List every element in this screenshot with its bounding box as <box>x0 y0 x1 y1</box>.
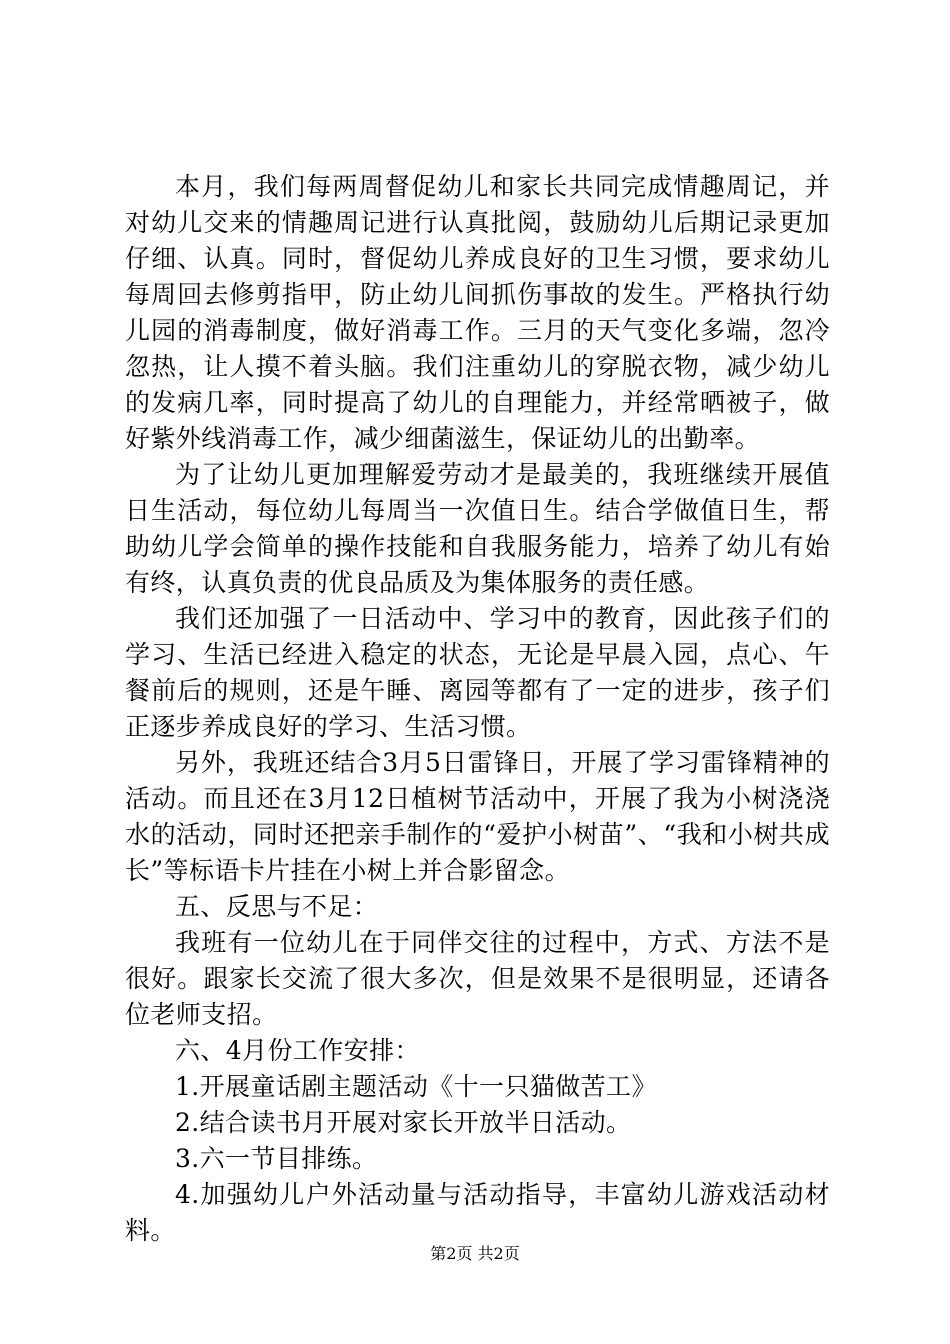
page-footer: 第2页 共2页 <box>430 1244 520 1263</box>
section-heading-reflection: 五、反思与不足： <box>175 892 379 921</box>
plan-item-1: 1.开展童话剧主题活动《十一只猫做苦工》 <box>175 1072 657 1101</box>
plan-item-4: 4.加强幼儿户外活动量与活动指导，丰富幼儿游戏活动材料。 <box>125 1180 830 1245</box>
paragraph-leifeng-arbor-day: 另外，我班还结合3月5日雷锋日，开展了学习雷锋精神的活动。而且还在3月12日植树节活动中，开展了我为小树浇浇水的活动，同时还把亲手制作的“爱护小树苗”、“我和小树共成长”等标语卡片挂在小树上并合影留念。 <box>125 748 830 885</box>
plan-item-3: 3.六一节目排练。 <box>175 1144 378 1173</box>
paragraph-daily-education: 我们还加强了一日活动中、学习中的教育，因此孩子们的学习、生活已经进入稳定的状态，无论是早晨入园，点心、午餐前后的规则，还是午睡、离园等都有了一定的进步，孩子们正逐步养成良好的学习、生活习惯。 <box>125 604 830 741</box>
section-heading-april-plan: 六、4月份工作安排： <box>175 1036 420 1065</box>
paragraph-hygiene: 本月，我们每两周督促幼儿和家长共同完成情趣周记，并对幼儿交来的情趣周记进行认真批阅，鼓励幼儿后期记录更加仔细、认真。同时，督促幼儿养成良好的卫生习惯，要求幼儿每周回去修剪指甲，防止幼儿间抓伤事故的发生。严格执行幼儿园的消毒制度，做好消毒工作。三月的天气变化多端，忽冷忽热，让人摸不着头脑。我们注重幼儿的穿脱衣物，减少幼儿的发病几率，同时提高了幼儿的自理能力，并经常晒被子，做好紫外线消毒工作，减少细菌滋生，保证幼儿的出勤率。 <box>125 172 830 453</box>
plan-item-2: 2.结合读书月开展对家长开放半日活动。 <box>175 1108 632 1137</box>
document-body <box>125 169 830 1249</box>
paragraph-duty-student: 为了让幼儿更加理解爱劳动才是最美的，我班继续开展值日生活动，每位幼儿每周当一次值日生。结合学做值日生，帮助幼儿学会简单的操作技能和自我服务能力，培养了幼儿有始有终，认真负责的优良品质及为集体服务的责任感。 <box>125 460 830 597</box>
paragraph-reflection: 我班有一位幼儿在于同伴交往的过程中，方式、方法不是很好。跟家长交流了很大多次，但是效果不是很明显，还请各位老师支招。 <box>125 928 830 1029</box>
